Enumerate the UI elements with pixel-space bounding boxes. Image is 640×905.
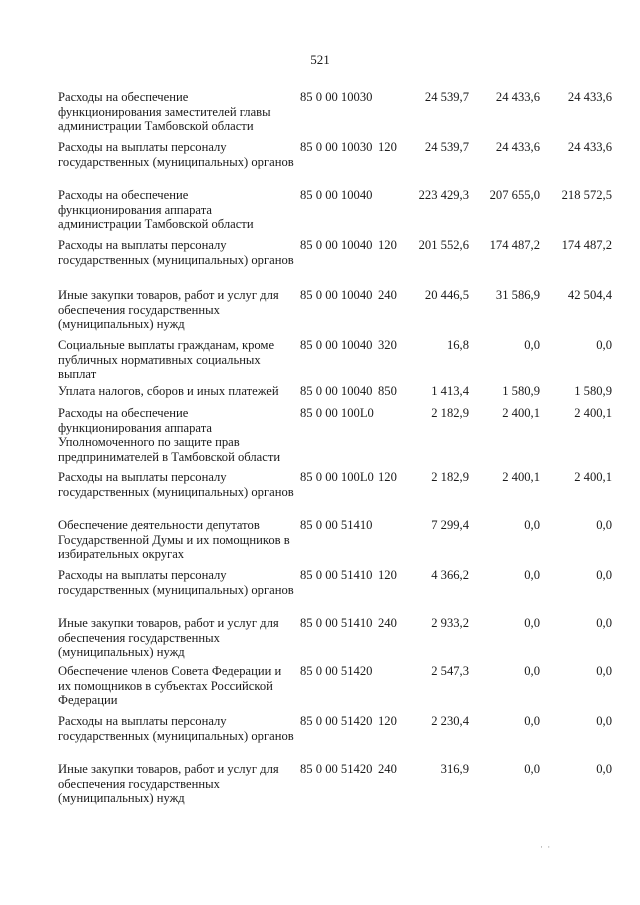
expense-name: Расходы на выплаты персоналу государственных (муниципальных) органов xyxy=(58,568,294,597)
amount-year-2: 24 433,6 xyxy=(495,90,540,104)
expense-name: Иные закупки товаров, работ и услуг для обеспечения государственных (муниципальных) нужд xyxy=(58,616,279,660)
amount-year-3: 1 580,9 xyxy=(574,384,612,398)
amount-year-3: 2 400,1 xyxy=(574,406,612,420)
amount-year-2: 2 400,1 xyxy=(502,406,540,420)
amount-year-3: 24 433,6 xyxy=(567,90,612,104)
target-code: 85 0 00 51410 xyxy=(300,616,373,630)
amount-year-3: 0,0 xyxy=(596,518,612,532)
expense-type-code: 120 xyxy=(378,568,397,582)
amount-year-1: 24 539,7 xyxy=(424,140,469,154)
page-number: 521 xyxy=(310,52,330,67)
expense-name: Расходы на выплаты персоналу государственных (муниципальных) органов xyxy=(58,238,294,267)
target-code: 85 0 00 10040 xyxy=(300,188,373,202)
amount-year-3: 218 572,5 xyxy=(561,188,612,202)
amount-year-1: 2 182,9 xyxy=(431,470,469,484)
amount-year-3: 0,0 xyxy=(596,714,612,728)
amount-year-1: 201 552,6 xyxy=(418,238,469,252)
target-code: 85 0 00 51420 xyxy=(300,714,373,728)
amount-year-1: 223 429,3 xyxy=(418,188,469,202)
expense-name: Обеспечение членов Совета Федерации и их помощников в субъектах Российской Федерации xyxy=(58,664,282,708)
amount-year-3: 0,0 xyxy=(596,664,612,678)
amount-year-2: 0,0 xyxy=(524,518,540,532)
expense-name: Расходы на обеспечение функционирования аппарата Уполномоченного по защите прав предпринимателей в Тамбовской области xyxy=(58,406,281,464)
target-code: 85 0 00 51410 xyxy=(300,568,373,582)
target-code: 85 0 00 100L0 xyxy=(300,406,374,420)
amount-year-2: 207 655,0 xyxy=(489,188,540,202)
expense-name: Социальные выплаты гражданам, кроме публичных нормативных социальных выплат xyxy=(58,338,275,382)
expense-type-code: 240 xyxy=(378,288,397,302)
expense-name: Уплата налогов, сборов и иных платежей xyxy=(58,384,279,398)
amount-year-1: 2 182,9 xyxy=(431,406,469,420)
target-code: 85 0 00 10030 xyxy=(300,90,373,104)
amount-year-1: 1 413,4 xyxy=(431,384,469,398)
expense-type-code: 120 xyxy=(378,140,397,154)
amount-year-2: 0,0 xyxy=(524,616,540,630)
amount-year-3: 0,0 xyxy=(596,762,612,776)
amount-year-1: 4 366,2 xyxy=(431,568,469,582)
expense-type-code: 240 xyxy=(378,616,397,630)
target-code: 85 0 00 51420 xyxy=(300,664,373,678)
amount-year-3: 0,0 xyxy=(596,568,612,582)
amount-year-2: 31 586,9 xyxy=(495,288,540,302)
target-code: 85 0 00 100L0 xyxy=(300,470,374,484)
amount-year-2: 0,0 xyxy=(524,714,540,728)
amount-year-1: 2 230,4 xyxy=(431,714,469,728)
expense-name: Иные закупки товаров, работ и услуг для обеспечения государственных (муниципальных) нужд xyxy=(58,288,279,332)
expense-name: Иные закупки товаров, работ и услуг для обеспечения государственных (муниципальных) нужд xyxy=(58,762,279,806)
scan-artifact: · · xyxy=(540,842,552,852)
amount-year-3: 0,0 xyxy=(596,338,612,352)
amount-year-1: 2 933,2 xyxy=(431,616,469,630)
target-code: 85 0 00 10040 xyxy=(300,288,373,302)
amount-year-3: 174 487,2 xyxy=(561,238,612,252)
amount-year-1: 20 446,5 xyxy=(424,288,469,302)
amount-year-2: 1 580,9 xyxy=(502,384,540,398)
expense-type-code: 320 xyxy=(378,338,397,352)
expense-name: Расходы на выплаты персоналу государственных (муниципальных) органов xyxy=(58,140,294,169)
expense-type-code: 120 xyxy=(378,714,397,728)
amount-year-2: 0,0 xyxy=(524,338,540,352)
amount-year-2: 0,0 xyxy=(524,762,540,776)
expense-type-code: 120 xyxy=(378,470,397,484)
amount-year-3: 2 400,1 xyxy=(574,470,612,484)
expense-type-code: 120 xyxy=(378,238,397,252)
expense-type-code: 850 xyxy=(378,384,397,398)
target-code: 85 0 00 10030 xyxy=(300,140,373,154)
amount-year-2: 174 487,2 xyxy=(489,238,540,252)
target-code: 85 0 00 10040 xyxy=(300,238,373,252)
amount-year-1: 24 539,7 xyxy=(424,90,469,104)
amount-year-3: 24 433,6 xyxy=(567,140,612,154)
amount-year-1: 2 547,3 xyxy=(431,664,469,678)
target-code: 85 0 00 10040 xyxy=(300,338,373,352)
amount-year-1: 7 299,4 xyxy=(431,518,469,532)
expense-name: Расходы на выплаты персоналу государственных (муниципальных) органов xyxy=(58,470,294,499)
amount-year-1: 316,9 xyxy=(440,762,469,776)
expense-name: Расходы на обеспечение функционирования заместителей главы администрации Тамбовской области xyxy=(58,90,271,134)
amount-year-3: 42 504,4 xyxy=(567,288,612,302)
expense-type-code: 240 xyxy=(378,762,397,776)
expense-name: Обеспечение деятельности депутатов Государственной Думы и их помощников в избирательных округах xyxy=(58,518,290,562)
target-code: 85 0 00 51420 xyxy=(300,762,373,776)
target-code: 85 0 00 10040 xyxy=(300,384,373,398)
target-code: 85 0 00 51410 xyxy=(300,518,373,532)
amount-year-2: 2 400,1 xyxy=(502,470,540,484)
amount-year-3: 0,0 xyxy=(596,616,612,630)
expense-name: Расходы на выплаты персоналу государственных (муниципальных) органов xyxy=(58,714,294,743)
amount-year-2: 0,0 xyxy=(524,664,540,678)
amount-year-1: 16,8 xyxy=(446,338,469,352)
expense-name: Расходы на обеспечение функционирования аппарата администрации Тамбовской области xyxy=(58,188,254,232)
amount-year-2: 24 433,6 xyxy=(495,140,540,154)
amount-year-2: 0,0 xyxy=(524,568,540,582)
